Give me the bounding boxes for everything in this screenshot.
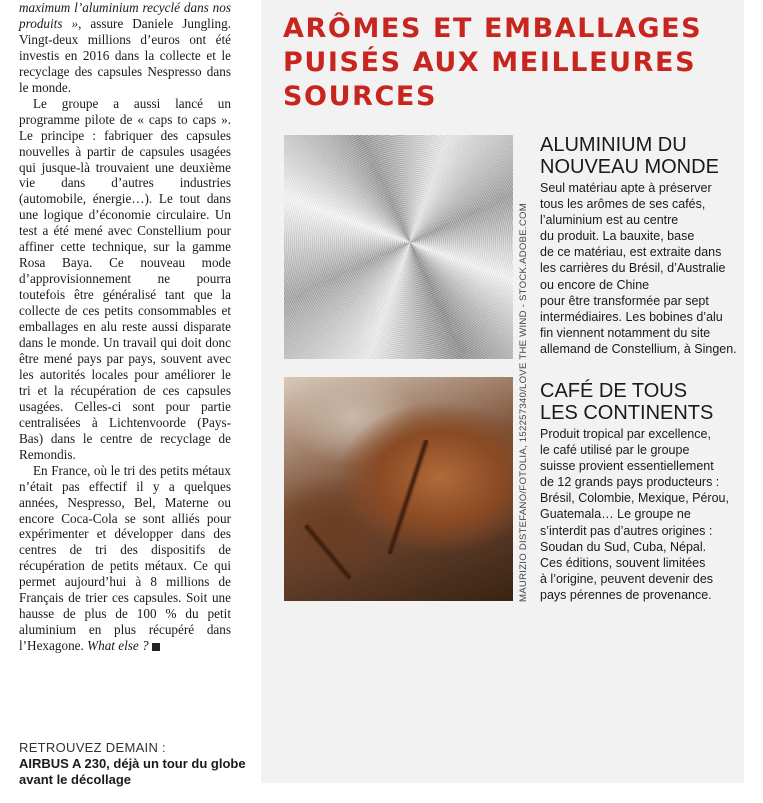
body-line: Ces éditions, souvent limitées <box>540 555 706 570</box>
tomorrow-teaser <box>19 740 249 788</box>
body-line: s’interdit pas d’autres origines : <box>540 523 713 538</box>
closing-phrase: What else ? <box>87 638 149 654</box>
body-line: Guatemala… Le groupe ne <box>540 507 691 522</box>
body-line: intermédiaires. Les bobines d’alu <box>540 309 723 324</box>
body-line: allemand de Constellium, à Singen. <box>540 341 737 356</box>
paragraph-text: En France, où le tri des petits métaux n’était pas effectif il y a quelques années, Nespresso, Bel, Materne ou encore Coca-Cola se sont alliés pour expérimenter et développer dans des centres de tri des dispositifs de récupération de petits métaux. Ce qui permet aujourd’hui à 8 millions de Français de trier ces capsules. Soit une hausse de plus de 100 % du petit aluminium en plus récupéré dans l’Hexagone. <box>19 462 231 654</box>
article-paragraph: Le groupe a aussi lancé un programme pilote de « caps to caps ». Le principe : fabriquer des capsules nouvelles à partir de capsules usagées qui jusque-là trouvaient une deuxième vie dans d’autres industries (automobile, énergie…). Le tout dans une logique d’économie circulaire. Un test a été mené avec Constellium pour affiner cette technique, sur la gamme Rosa Baya. Ce nouveau mode d’approvisionnement ne pourra toutefois être généralisé tant que la collecte de ces petits consommables et emballages en alu reste aussi disparate dans le monde. Un travail qui doit donc être mené pays par pays, souvent avec les autorités locales pour améliorer le tri et la récupération de ces capsules usagées. Celles-ci sont pour partie centralisées à Lichtenvoorde (Pays-Bas) dans le centre de recyclage de Remondis. <box>19 95 231 462</box>
body-line: de 12 grands pays producteurs : <box>540 475 720 490</box>
coffee-bean-crease <box>302 523 353 582</box>
section-title: ALUMINIUM DU NOUVEAU MONDE <box>540 134 719 178</box>
body-line: Seul matériau apte à préserver <box>540 181 712 195</box>
body-line: Soudan du Sud, Cuba, Népal. <box>540 539 707 554</box>
section-body <box>540 426 745 603</box>
end-of-article-square-icon <box>152 643 160 651</box>
body-line: à l’origine, peuvent devenir des <box>540 571 714 586</box>
article-body-column <box>19 0 231 654</box>
body-line: les carrières du Brésil, d’Australie <box>540 261 726 276</box>
coffee-bean-crease <box>386 439 431 556</box>
body-line: Brésil, Colombie, Mexique, Pérou, <box>540 491 729 506</box>
teaser-label: RETROUVEZ DEMAIN : <box>19 740 166 755</box>
section-title: CAFÉ DE TOUS LES CONTINENTS <box>540 380 714 424</box>
sidebar-headline: ARÔMES ET EMBALLAGES PUISÉS AUX MEILLEURES SOURCES <box>283 13 703 112</box>
section-aluminium <box>540 134 745 357</box>
article-paragraph <box>19 463 231 654</box>
body-line: pour être transformée par sept <box>540 293 709 308</box>
quote-fragment: maximum l’aluminium recyclé dans nos produits » <box>19 0 231 31</box>
section-coffee <box>540 380 745 603</box>
body-line: ou encore de Chine <box>540 277 650 292</box>
body-line: tous les arômes de ses cafés, <box>540 197 706 212</box>
article-paragraph <box>19 0 231 96</box>
brushed-aluminium-photo <box>284 135 513 359</box>
section-body <box>540 180 745 357</box>
body-line: Produit tropical par excellence, <box>540 427 711 441</box>
body-line: l’aluminium est au centre <box>540 213 679 228</box>
teaser-title: AIRBUS A 230, déjà un tour du globe avant le décollage <box>19 756 246 787</box>
coffee-beans-photo <box>284 377 513 601</box>
photo-credit <box>518 203 529 603</box>
body-line: fin viennent notamment du site <box>540 325 711 340</box>
body-line: pays pérennes de provenance. <box>540 587 712 602</box>
photo-credit-text: MAURIZIO DISTEFANO/FOTOLIA, 152257340/LOVE THE WIND - STOCK.ADOBE.COM <box>518 203 529 602</box>
paragraph-text: , assure Daniele Jungling. Vingt-deux millions d’euros ont été investis en 2016 dans la collecte et le recyclage des capsules Nespresso dans le monde. <box>19 15 231 95</box>
body-line: le café utilisé par le groupe <box>540 443 690 458</box>
body-line: de ce matériau, est extraite dans <box>540 245 722 260</box>
body-line: du produit. La bauxite, base <box>540 229 695 244</box>
body-line: suisse provient essentiellement <box>540 459 714 474</box>
